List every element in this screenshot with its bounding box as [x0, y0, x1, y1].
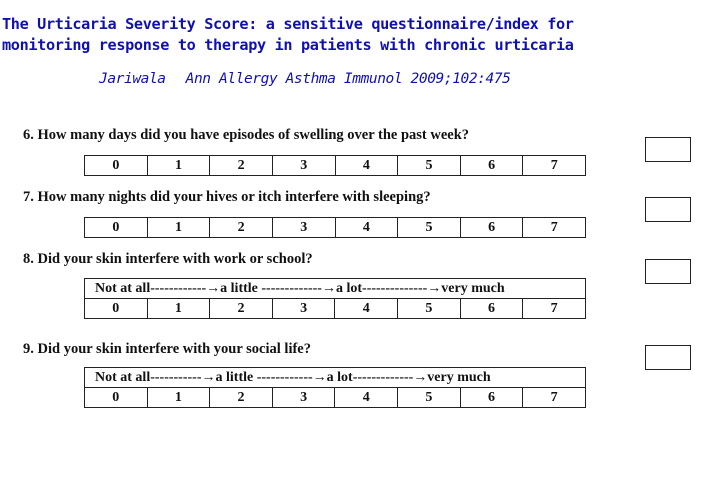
citation-author: Jariwala — [99, 71, 166, 87]
citation-source: Ann Allergy Asthma Immunol 2009;102:475 — [185, 71, 511, 87]
scale-option[interactable]: 5 — [398, 156, 461, 176]
question-9-scale — [84, 367, 586, 408]
scale-row — [85, 388, 586, 408]
scale-option[interactable]: 2 — [210, 388, 273, 408]
question-8-score-box[interactable] — [645, 259, 691, 284]
scale-option[interactable]: 6 — [460, 388, 523, 408]
question-7-text: 7. How many nights did your hives or itch interfere with sleeping? — [23, 189, 431, 205]
slide-title — [2, 14, 726, 56]
scale-option[interactable]: 4 — [335, 299, 398, 319]
scale-option[interactable]: 0 — [85, 388, 148, 408]
scale-option[interactable]: 1 — [147, 388, 210, 408]
scale-row — [85, 218, 586, 238]
scale-option[interactable]: 2 — [210, 218, 273, 238]
citation — [99, 71, 511, 87]
scale-option[interactable]: 0 — [85, 156, 148, 176]
question-9-score-box[interactable] — [645, 345, 691, 370]
scale-option[interactable]: 3 — [272, 388, 335, 408]
scale-option[interactable]: 7 — [523, 388, 586, 408]
scale-option[interactable]: 5 — [398, 388, 461, 408]
question-7-scale — [84, 217, 586, 238]
scale-option[interactable]: 4 — [335, 156, 398, 176]
question-8-scale — [84, 278, 586, 319]
scale-row — [85, 299, 586, 319]
scale-option[interactable]: 2 — [210, 156, 273, 176]
scale-option[interactable]: 4 — [335, 388, 398, 408]
scale-option[interactable]: 7 — [523, 156, 586, 176]
scale-option[interactable]: 1 — [147, 156, 210, 176]
scale-row — [85, 156, 586, 176]
question-6-score-box[interactable] — [645, 137, 691, 162]
scale-option[interactable]: 6 — [460, 156, 523, 176]
scale-option[interactable]: 7 — [523, 299, 586, 319]
question-8-text: 8. Did your skin interfere with work or school? — [23, 251, 313, 267]
question-7-score-box[interactable] — [645, 197, 691, 222]
scale-option[interactable]: 3 — [272, 218, 335, 238]
title-line-2: monitoring response to therapy in patients with chronic urticaria — [2, 36, 574, 54]
question-9-anchor-label: Not at all-----------→a little ------------→a lot-------------→very much — [85, 368, 586, 388]
anchor-row — [85, 368, 586, 388]
scale-option[interactable]: 5 — [398, 299, 461, 319]
scale-option[interactable]: 6 — [460, 218, 523, 238]
scale-option[interactable]: 1 — [147, 299, 210, 319]
question-6-text: 6. How many days did you have episodes of swelling over the past week? — [23, 127, 470, 143]
scale-option[interactable]: 2 — [210, 299, 273, 319]
scale-option[interactable]: 0 — [85, 299, 148, 319]
anchor-row — [85, 279, 586, 299]
scale-option[interactable]: 3 — [272, 299, 335, 319]
scale-option[interactable]: 1 — [147, 218, 210, 238]
scale-option[interactable]: 6 — [460, 299, 523, 319]
scale-option[interactable]: 0 — [85, 218, 148, 238]
scale-option[interactable]: 3 — [272, 156, 335, 176]
question-6-scale — [84, 155, 586, 176]
title-line-1: The Urticaria Severity Score: a sensitive questionnaire/index for — [2, 15, 574, 33]
scale-option[interactable]: 4 — [335, 218, 398, 238]
question-8-anchor-label: Not at all------------→a little -------------→a lot--------------→very much — [85, 279, 586, 299]
scale-option[interactable]: 5 — [398, 218, 461, 238]
question-9-text: 9. Did your skin interfere with your social life? — [23, 341, 311, 357]
scale-option[interactable]: 7 — [523, 218, 586, 238]
